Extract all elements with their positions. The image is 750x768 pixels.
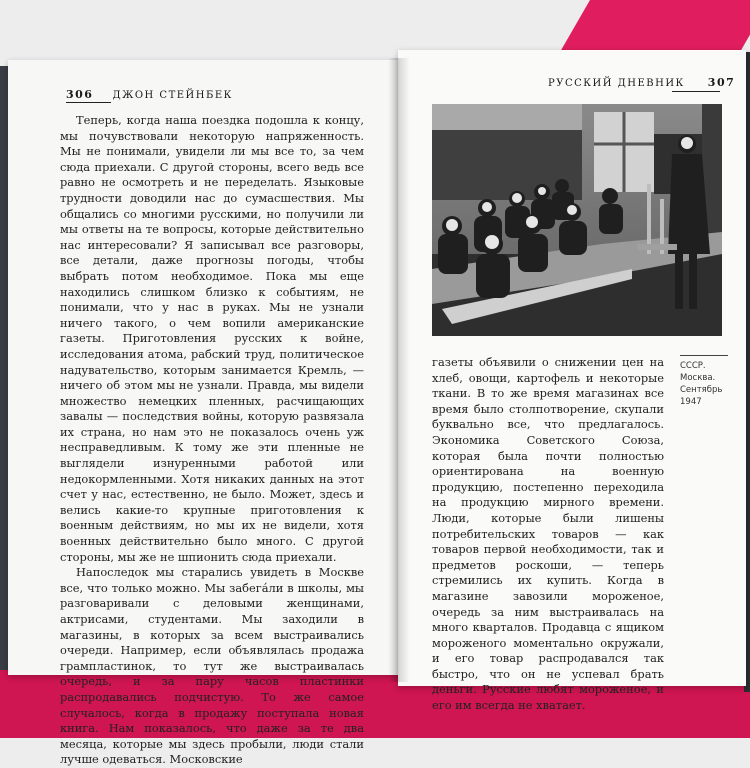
book-gutter [388,58,410,682]
right-head-rule [672,91,720,92]
photo-caption [680,355,728,408]
caption-line-2: Москва. [680,373,716,383]
caption-line-1: СССР. [680,361,706,371]
right-paragraph: газеты объявили о снижении цен на хлеб, овощи, картофель и некоторые ткани. В то же время магазинах все время было столпотворение, скупали буквально все, что предлагалось. Экономика Советского Союза, которая была почти полностью ориентирована на военную продукцию, постепенно переходила на продукцию мирного времени. Люди, которые были лишены потребительских товаров — как товаров первой необходимости, так и предметов роскоши, — теперь стремились их купить. Когда в магазине завозили мороженое, очередь за ним выстраивалась на много кварталов. Продавца с ящиком мороженого моментально окружали, и его товар распродавался так быстро, что он не успевал брать деньги. Русские любят мороженое, и его им всегда не хватает. [432,355,664,713]
caption-line-4: 1947 [680,397,702,407]
left-running-head [66,88,233,101]
left-running-title: ДЖОН СТЕЙНБЕК [112,90,233,101]
right-page-number: 307 [707,76,736,89]
left-page-number: 306 [66,88,94,101]
right-running-head [548,76,735,89]
right-page-text [432,355,664,714]
caption-line-3: Сентябрь [680,385,723,395]
left-page-text [60,113,364,768]
left-paragraph-1: Теперь, когда наша поездка подошла к концу, мы почувствовали некоторую напряженность. Мы не понимали, увидели ли мы все то, за чем сюда приехали. С другой стороны, всего ведь все равно не осмотреть и не переделать. Языковые трудности доводили нас до сумасшествия. Мы общались со многими русскими, но получили ли мы ответы на те вопросы, которые действительно нас интересовали? Я записывал все разговоры, все детали, даже прогнозы погоды, чтобы выбрать потом необходимое. Пока мы еще находились слишком близко к событиям, не понимали, что у нас в руках. Мы не узнали ничего такого, о чем вопили американские газеты. Приготовления русских к войне, исследования атома, рабский труд, политическое надувательство, которым занимается Кремль, — ничего об этом мы не узнали. Правда, мы видели множество немецких пленных, расчищающих завалы — последствия войны, которую развязала их страна, но нам это не показалось очень уж несправедливым. К тому же эти пленные не выглядели изнуренными работой или недокормленными. Хотя никаких данных на этот счет у нас, естественно, не было. Может, здесь и велись какие-то крупные приготовления к военным действиям, но мы их не видели, хотя военных действительно было много. С другой стороны, мы же не шпионить сюда приехали. [60,113,364,564]
classroom-photo [432,104,722,336]
right-running-title: РУССКИЙ ДНЕВНИК [548,78,685,89]
left-paragraph-2: Напоследок мы старались увидеть в Москве все, что только можно. Мы забегáли в школы, мы разговаривали с деловыми женщинами, актрисами, студентами. Мы заходили в магазины, в которых за всем выстраивались очереди. Например, если объявлялась продажа грампластинок, то тут же выстраивалась очередь, и за пару часов пластинки распродавались подчистую. То же самое случалось, когда в продажу поступала новая книга. Нам показалось, что даже за те два месяца, которые мы здесь пробыли, люди стали лучше одеваться. Московские [60,565,364,767]
classroom-photo-illustration [432,104,722,336]
left-head-rule [66,102,111,103]
